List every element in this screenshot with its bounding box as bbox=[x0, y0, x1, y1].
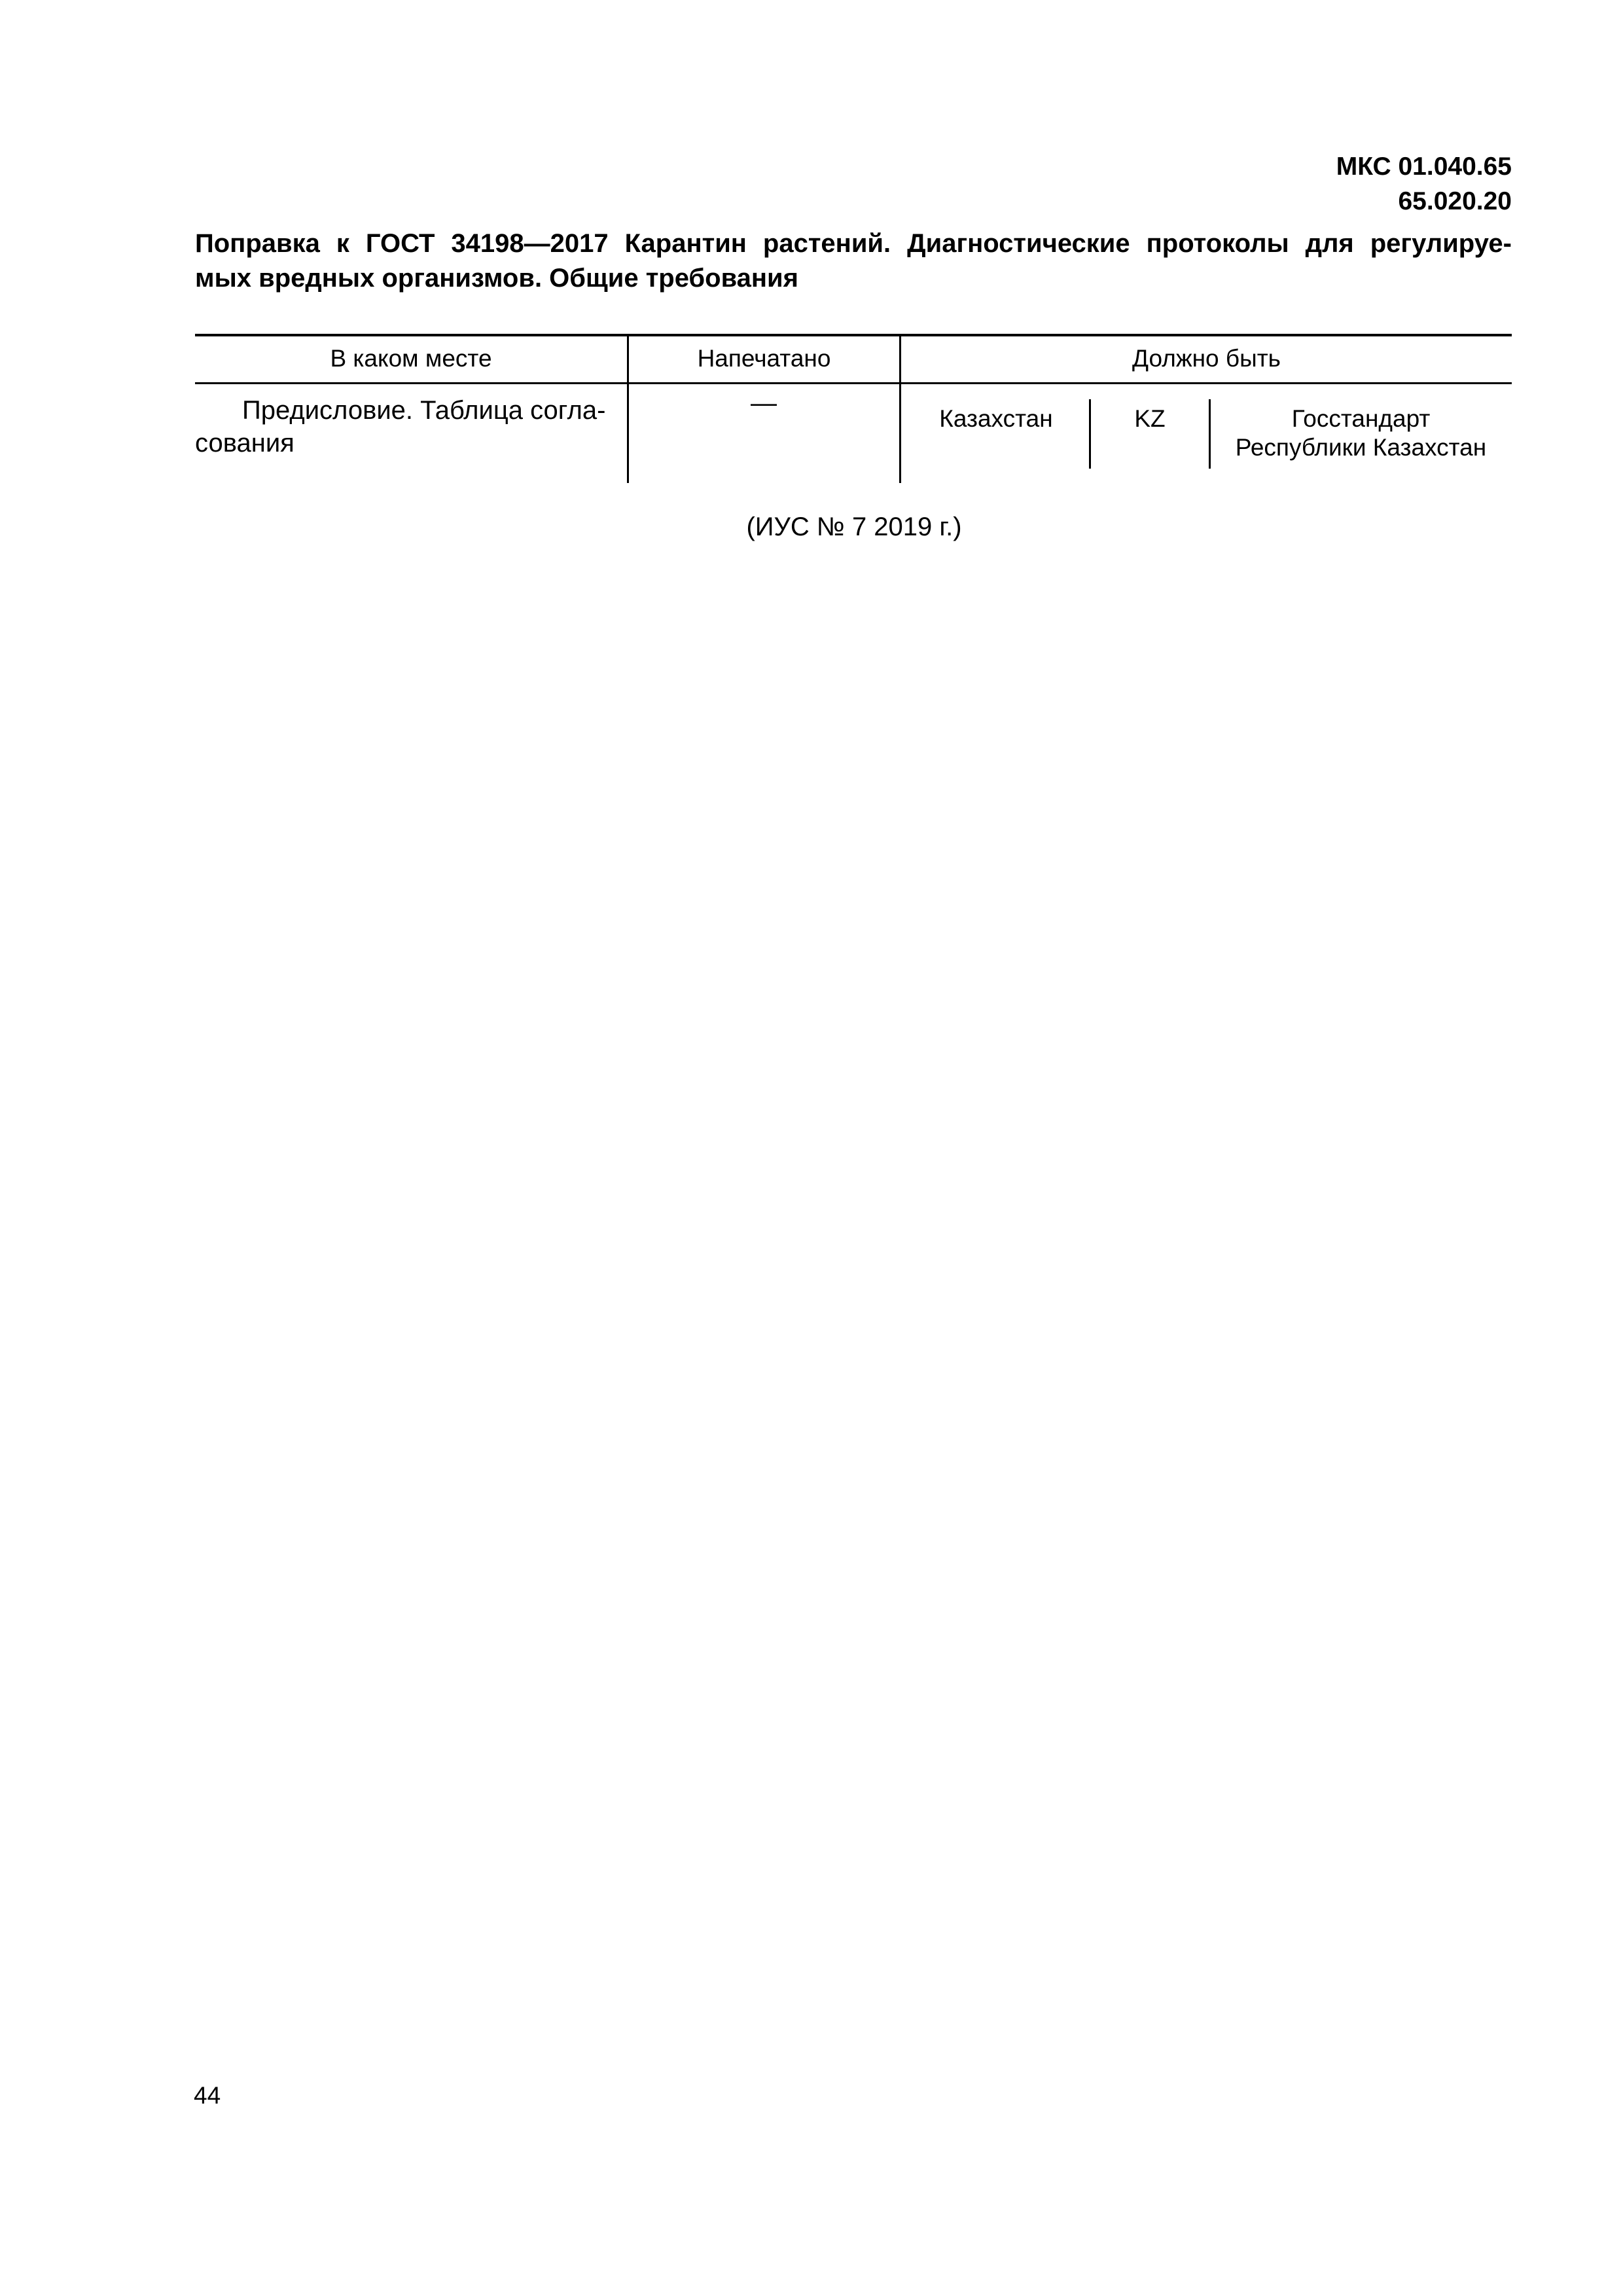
cell-country: Казахстан bbox=[939, 405, 1053, 432]
document-title bbox=[195, 226, 1512, 296]
title-line-2: мых вредных организмов. Общие требования bbox=[195, 264, 798, 293]
ius-reference: (ИУС № 7 2019 г.) bbox=[746, 512, 962, 541]
cell-where-line-1: Предисловие. Таблица согла- bbox=[242, 396, 606, 425]
cell-authority-line-1: Госстандарт bbox=[1291, 405, 1431, 432]
cell-where bbox=[195, 394, 620, 459]
title-line-1: Поправка к ГОСТ 34198—2017 Карантин растений. Диагностические протоколы для регулируе- bbox=[195, 229, 1512, 258]
cell-authority bbox=[1210, 404, 1512, 462]
mks-line-2: 65.020.20 bbox=[1398, 187, 1512, 215]
header-printed: Напечатано bbox=[697, 345, 831, 372]
header-should-be: Должно быть bbox=[1132, 345, 1281, 372]
cell-where-line-2: сования bbox=[195, 429, 294, 457]
table-header-rule bbox=[195, 382, 1512, 384]
mks-line-1: МКС 01.040.65 bbox=[1336, 152, 1512, 181]
page-number: 44 bbox=[194, 2082, 221, 2109]
header-where: В каком месте bbox=[330, 345, 492, 372]
cell-authority-line-2: Республики Казахстан bbox=[1235, 434, 1487, 461]
sub-divider-1 bbox=[1089, 399, 1091, 469]
amendment-table bbox=[195, 334, 1512, 483]
mks-code bbox=[1336, 149, 1512, 219]
cell-printed: — bbox=[751, 389, 777, 418]
table-top-rule bbox=[195, 334, 1512, 336]
cell-country-code: KZ bbox=[1134, 405, 1166, 432]
